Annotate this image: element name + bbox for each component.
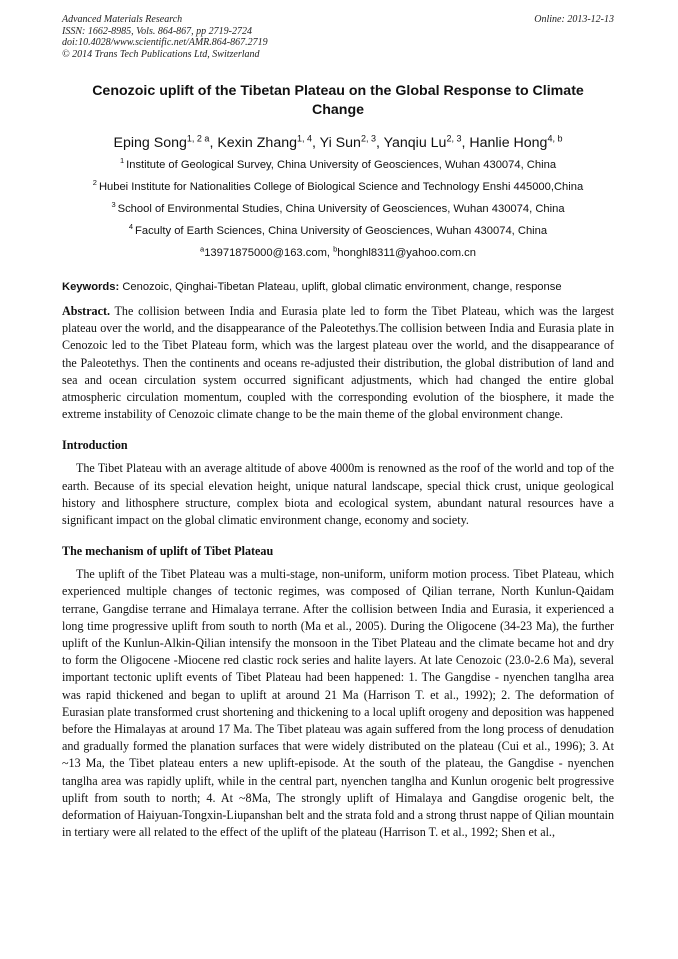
author-name: Kexin Zhang [217, 135, 297, 151]
author-name: Yanqiu Lu [383, 135, 447, 151]
affiliation-line [62, 154, 614, 176]
author-affil-sup: 4, b [547, 133, 563, 144]
author-separator: , [209, 135, 218, 151]
running-header [62, 14, 614, 64]
keywords [62, 280, 614, 294]
body-sections [62, 437, 614, 841]
section-heading: Introduction [62, 438, 128, 453]
author [114, 135, 218, 151]
copyright-line: © 2014 Trans Tech Publications Ltd, Switzerland [62, 48, 260, 60]
paper-page [62, 14, 614, 841]
issn-line: ISSN: 1662-8985, Vols. 864-867, pp 2719-2724 [62, 25, 252, 37]
paper-title: Cenozoic uplift of the Tibetan Plateau on the Global Response to Climate Change [92, 83, 584, 118]
online-date: Online: 2013-12-13 [534, 14, 614, 25]
section-heading: The mechanism of uplift of Tibet Plateau [62, 544, 274, 559]
affiliation-text: Institute of Geological Survey, China University of Geosciences, Wuhan 430074, China [126, 159, 557, 171]
author-affil-sup: 2, 3 [446, 133, 462, 144]
doi-line: doi:10.4028/www.scientific.net/AMR.864-867.2719 [62, 37, 268, 48]
abstract-label: Abstract. [62, 304, 111, 318]
affiliation-number: 4 [128, 222, 134, 232]
affiliation-number: 1 [119, 156, 125, 166]
email-sup: a [200, 244, 205, 254]
author-list [62, 134, 614, 152]
affiliation-text: Hubei Institute for Nationalities College of Biological Science and Technology Enshi 445000,China [98, 181, 584, 193]
keywords-label: Keywords: [62, 281, 120, 293]
affiliation-number: 3 [111, 200, 116, 210]
email-sup: b [333, 244, 338, 254]
author [384, 135, 470, 151]
email-address: honghl8311@yahoo.com.cn [337, 247, 476, 259]
author-name: Yi Sun [319, 135, 361, 151]
author-affil-sup: 1, 2 a [186, 133, 210, 144]
author-affil-sup: 2, 3 [360, 133, 376, 144]
body-paragraph: The uplift of the Tibet Plateau was a multi-stage, non-uniform, uniform motion process. Tibet Plateau, which experienced multiple changes of tectonic regimes, was composed of Qilian terrane, North Kunlun-Qaidam terrane, Gangdise terrane and Himalaya terrane. After the collision between India and Eurasia, it experienced a long time progressive uplift from south to north (Ma et al., 2005). During the Oligocene (34-23 Ma), the further uplift of the Kunlun-Alkin-Qilian intensify the monsoon in the Tibet Plateau and the climate became hot and dry to form the Oligocene -Miocene red clastic rock series and halite layers. At late Cenozoic (23.0-2.6 Ma), several important tectonic uplift events of Tibet Plateau had been happened: 1. The Gangdise - nyenchen tanglha area was rapid thickened and began to uplift at around 21 Ma (Harrison T. et al., 1992); 2. The deformation of Eurasian plate transformed crust shortening and thickening to a local uplift orogeny and deposition was happened before the Himalayas at around 17 Ma. The Tibet plateau was again suffered from the long process of denudation and gradually formed the planation surfaces that were widely distributed on the plateau (Cui et al., 1996); 3. At ~13 Ma, the Tibet plateau enters a new uplift-episode. At the south of the plateau, the Gangdise - nyenchen tanglha area was rapidly uplift, while in the central part, nyenchen tanglha and Kunlun orogenic belt progressive uplift from south to north; 4. At ~8Ma, The strongly uplift of Himalaya and Gangdise orogenic belt, the deformation of Haiyuan-Tongxin-Liupanshan belt and the strata fold and a strong thrust nappe of Qilian mountain in tertiary were all related to the effect of the uplift of the plateau (Harrison T. et al., 1992; Shen et al., [62, 567, 614, 840]
journal-info [62, 14, 268, 60]
abstract [62, 303, 614, 423]
author-separator: , [375, 135, 384, 151]
author-separator: , [461, 135, 470, 151]
author-separator: , [312, 135, 320, 151]
section [62, 437, 614, 529]
email [200, 244, 334, 259]
author-affil-sup: 1, 4 [297, 133, 313, 144]
affiliation-text: Faculty of Earth Sciences, China University of Geosciences, Wuhan 430074, China [135, 225, 548, 237]
email-separator: , [326, 247, 334, 259]
email-list [62, 242, 614, 264]
abstract-text: The collision between India and Eurasia plate led to form the Tibet Plateau, which was the largest plateau over the world, and the disappearance of the Paleotethys.The collision between India and Eurasia plate in Cenozoic led to the Tibet Plateau form, which was the largest plateau over the world, and the disappearance of the Paleotethys. Then the continents and oceans re-adjusted their distribution, the global distribution of land and sea and ocean circulation system occurred significant adjustments, which had changed the entire global atmospheric circulation momentum, coupled with the corresponding evolution of the biosphere, it made the extreme instability of Cenozoic climate change to be the main theme of the global environment change. [62, 304, 614, 422]
affiliation-list [62, 154, 614, 242]
affiliation-number: 2 [92, 178, 97, 188]
affiliation-line [62, 220, 614, 242]
author [469, 135, 562, 151]
affiliation-text: School of Environmental Studies, China University of Geosciences, Wuhan 430074, China [117, 203, 565, 215]
author-name: Hanlie Hong [469, 135, 548, 151]
author [320, 135, 384, 151]
affiliation-line [62, 198, 614, 220]
affiliation-line [62, 176, 614, 198]
section [62, 543, 614, 841]
email [333, 244, 476, 259]
journal-name: Advanced Materials Research [62, 14, 183, 25]
email-address: 13971875000@163.com [204, 247, 327, 259]
keywords-text: Cenozoic, Qinghai-Tibetan Plateau, uplift, global climatic environment, change, response [122, 281, 562, 293]
author [217, 135, 319, 151]
body-paragraph: The Tibet Plateau with an average altitude of above 4000m is renowned as the roof of the world and top of the earth. Because of its special elevation height, unique natural landscape, special thick crust, unique geological history and lithosphere structure, complex biota and ecological system, abundant natural resources have a significant impact on the global climatic environment change, economy and society. [62, 461, 614, 528]
author-name: Eping Song [113, 135, 187, 151]
